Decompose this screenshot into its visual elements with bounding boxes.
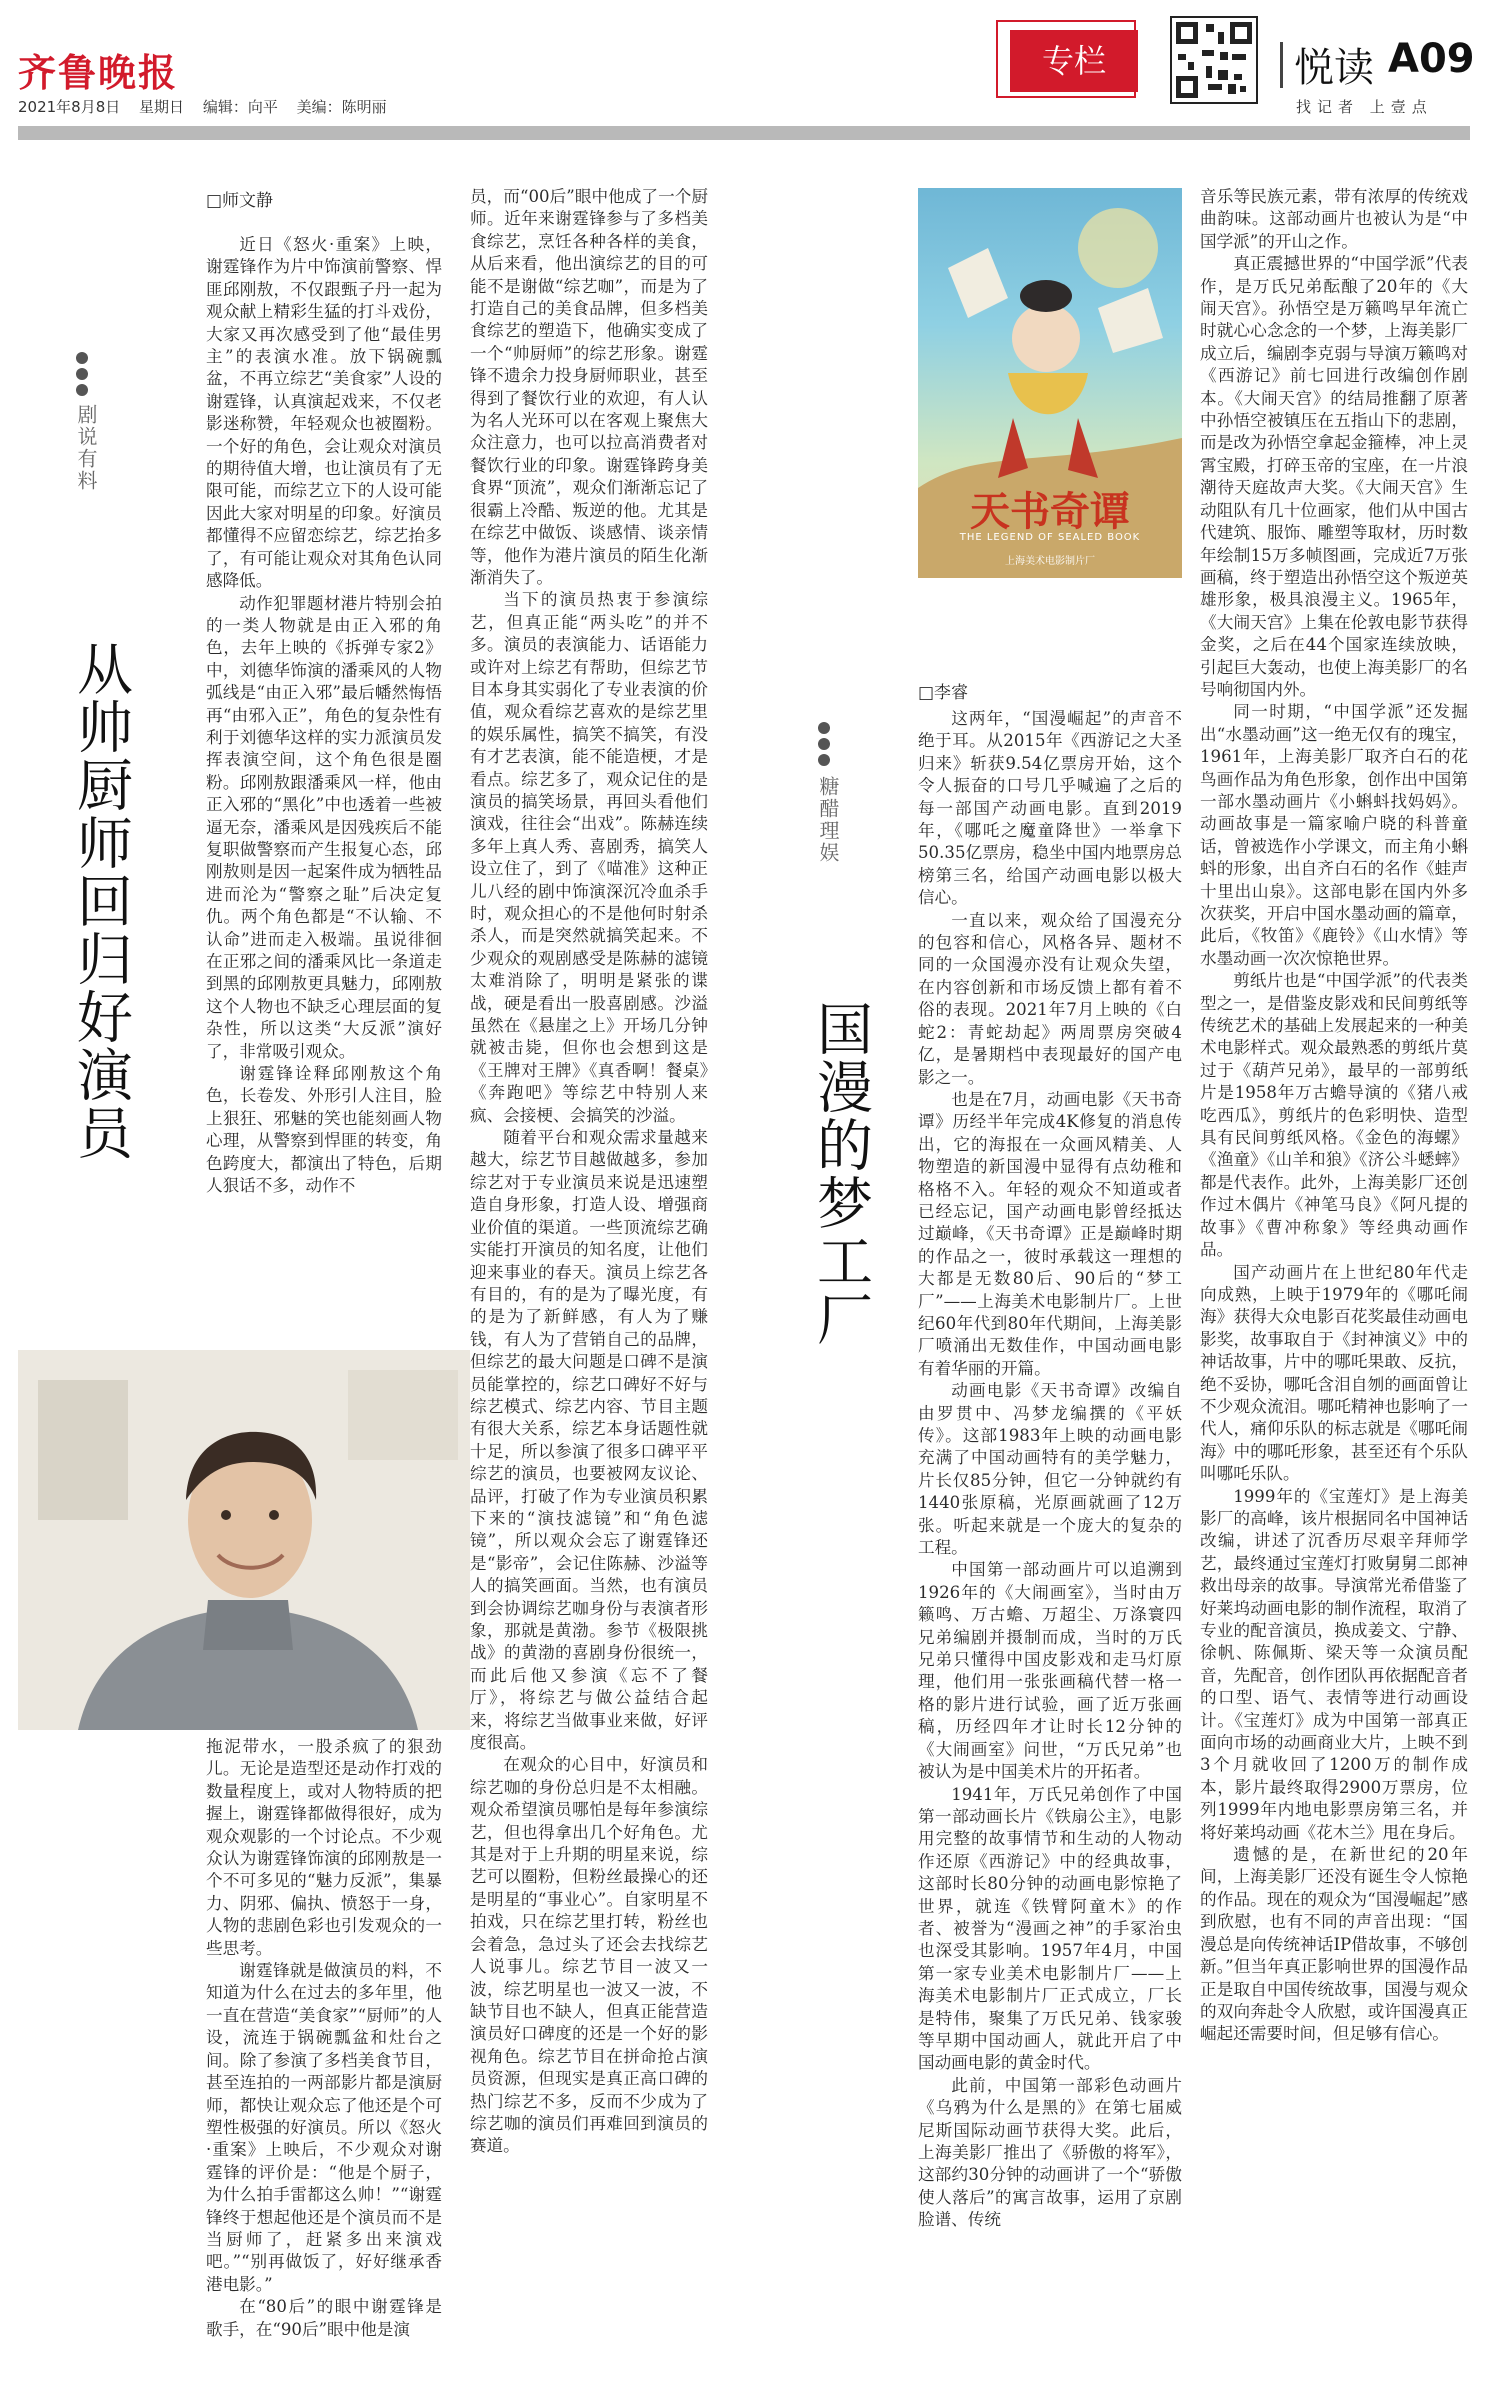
portrait-illustration (18, 1350, 470, 1730)
column-dots-icon (76, 352, 90, 400)
paragraph: 1941年，万氏兄弟创作了中国第一部动画长片《铁扇公主》，电影用完整的故事情节和生动的人物动作还原《西游记》中的经典故事，这部时长80分钟的动画电影惊艳了世界，就连《铁臂阿童木》的作者、被誉为“漫画之神”的手冢治虫也深受其影响。1957年4月，中国第一家专业美术电影制片厂——上海美术电影制片厂正式成立，厂长是特伟，聚集了万氏兄弟、钱家骏等早期中国动画人，就此开启了中国动画电影的黄金时代。 (918, 1784, 1182, 2073)
paragraph: 国产动画片在上世纪80年代走向成熟，上映于1979年的《哪吒闹海》获得大众电影百花奖最佳动画电影奖，故事取自于《封神演义》中的神话故事，片中的哪吒果敢、反抗，绝不妥协，哪吒含泪自刎的画面曾让不少观众流泪。哪吒精神也影响了一代人，痛仰乐队的标志就是《哪吒闹海》中的哪吒形象，甚至还有个乐队叫哪吒乐队。 (1200, 1262, 1468, 1484)
page-number: A09 (1388, 36, 1475, 82)
paragraph: 音乐等民族元素，带有浓厚的传统戏曲韵味。这部动画片也被认为是“中国学派”的开山之作。 (1200, 187, 1468, 251)
slogan: 找记者 上壹点 (1296, 98, 1433, 116)
article-column-1-bottom (206, 1736, 442, 2386)
paragraph: 动画电影《天书奇谭》改编自由罗贯中、冯梦龙编撰的《平妖传》。这部1983年上映的动画电影充满了中国动画特有的美学魅力，片长仅85分钟，但它一分钟就约有1440张原稿，光原画就画了12万张。听起来就是一个庞大的复杂的工程。 (918, 1381, 1182, 1558)
date-line (18, 96, 401, 117)
paragraph: 遗憾的是，在新世纪的20年间，上海美影厂还没有诞生令人惊艳的作品。现在的观众为“国漫崛起”感到欣慰，也有不同的声音出现：“国漫总是向传统神话IP借故事，不够创新。”但当年真正影响世界的国漫作品正是取自中国传统故事，国漫与观众的双向奔赴令人欣慰，或许国漫真正崛起还需要时间，但足够有信心。 (1200, 1845, 1468, 2044)
paragraph: 剪纸片也是“中国学派”的代表类型之一，是借鉴皮影戏和民间剪纸等传统艺术的基础上发展起来的一种美术电影样式。观众最熟悉的剪纸片莫过于《葫芦兄弟》，最早的一部剪纸片是1958年万古蟾导演的《猪八戒吃西瓜》，剪纸片的色彩明快、造型具有民间剪纸风格。《金色的海螺》《渔童》《山羊和狼》《济公斗蟋蟀》都是代表作。此外，上海美影厂还创作过木偶片《神笔马良》《阿凡提的故事》《曹冲称象》等经典动画作品。 (1200, 971, 1468, 1260)
paragraph: 动作犯罪题材港片特别会拍的一类人物就是由正入邪的角色，去年上映的《拆弹专家2》中，刘德华饰演的潘乘风的人物弧线是“由正入邪”最后幡然悔悟再“由邪入正”，角色的复杂性有利于刘德华这样的实力派演员发挥表演空间，这个角色很是圈粉。邱刚敖跟潘乘风一样，他由正入邪的“黑化”中也透着一些被逼无奈，潘乘风是因残疾后不能复职做警察而产生报复心态，邱刚敖则是因一起案件成为牺牲品进而沦为“警察之耻”后决定复仇。两个角色都是“不认输、不认命”进而走入极端。虽说徘徊在正邪之间的潘乘风比一条道走到黑的邱刚敖更具魅力，邱刚敖这个人物也不缺乏心理层面的复杂性，所以这类“大反派”演好了，非常吸引观众。 (206, 593, 442, 1061)
column-dots-icon (818, 722, 832, 770)
article-column-1 (206, 234, 442, 1324)
masthead-divider (1280, 42, 1283, 88)
article-column-4 (1200, 186, 1468, 2386)
poster-studio: 上海美术电影制片厂 (1005, 556, 1095, 567)
paragraph: 员，而“00后”眼中他成了一个厨师。近年来谢霆锋参与了多档美食综艺，烹饪各种各样的美食，从后来看，他出演综艺的目的可能不是谢做“综艺咖”，而是为了打造自己的美食品牌，但多档美食综艺的塑造下，他确实变成了一个“帅厨师”的综艺形象。谢霆锋不遗余力投身厨师职业，甚至得到了餐饮行业的欢迎，有人认为名人光环可以在客观上聚焦大众注意力，也可以拉高消费者对餐饮行业的印象。谢霆锋跨身美食界“顶流”，观众们渐渐忘记了很霸上冷酷、叛逆的他。尤其是在综艺中做饭、谈感情、谈亲情等，他作为港片演员的陌生化渐渐消失了。 (470, 187, 708, 587)
paragraph: 同一时期，“中国学派”还发掘出“水墨动画”这一绝无仅有的瑰宝，1961年，上海美影厂取齐白石的花鸟画作品为角色形象，创作出中国第一部水墨动画片《小蝌蚪找妈妈》。动画故事是一篇家喻户晓的科普童话，曾被选作小学课文，而主角小蝌蚪的形象，出自齐白石的名作《蛙声十里出山泉》。这部电影在国内外多次获奖，开启中国水墨动画的篇章，此后，《牧笛》《鹿铃》《山水情》等水墨动画一次次惊艳世界。 (1200, 702, 1468, 968)
article-column-2 (470, 186, 708, 2386)
paragraph: 谢霆锋就是做演员的料，不知道为什么在过去的多年里，他一直在营造“美食家”“厨师”的人设，流连于锅碗瓢盆和灶台之间。除了参演了多档美食节目，甚至连拍的一两部影片都是演厨师，都快让观众忘了他还是个可塑性极强的好演员。所以《怒火·重案》上映后，不少观众对谢霆锋的评价是：“他是个厨子，为什么拍手雷都这么帅！”“谢霆锋终于想起他还是个演员而不是当厨师了，赶紧多出来演戏吧。”“别再做饭了，好好继承香港电影。” (206, 1961, 442, 2294)
paragraph: 中国第一部动画片可以追溯到1926年的《大闹画室》，当时由万籁鸣、万古蟾、万超尘、万涤寰四兄弟编剧并摄制而成，当时的万氏兄弟只懂得中国皮影戏和走马灯原理，他们用一张张画稿代替一格一格的影片进行试验，画了近万张画稿，历经四年才让时长12分钟的《大闹画室》问世，“万氏兄弟”也被认为是中国美术片的开拓者。 (918, 1560, 1182, 1782)
column-label-right: 糖醋理娱 (816, 776, 840, 864)
byline: □师文静 (206, 191, 274, 211)
paragraph: 在观众的心目中，好演员和综艺咖的身份总归是不太相融。观众希望演员哪怕是每年参演综艺，但也得拿出几个好角色。尤其是对于上升期的明星来说，综艺可以圈粉，但粉丝最操心的还是明星的“事业心”。自家明星不拍戏，只在综艺里打转，粉丝也会着急，急过头了还会去找综艺人说事儿。综艺节目一波又一波，综艺明星也一波又一波，不缺节目也不缺人，但真正能营造演员好口碑度的还是一个好的影视角色。综艺节目在拼命抢占演员资源，但现实是真正高口碑的热门综艺不多，反而不少成为了综艺咖的演员们再难回到演员的赛道。 (470, 1755, 708, 2156)
headline-right: 国漫的梦工厂 (808, 1000, 873, 1348)
paragraph: 当下的演员热衷于参演综艺，但真正能“两头吃”的并不多。演员的表演能力、话语能力或许对上综艺有帮助，但综艺节目本身其实弱化了专业表演的价值，观众看综艺喜欢的是综艺里的娱乐属性，搞笑不搞笑，有没有才艺表演，能不能造梗，才是看点。综艺多了，观众记住的是演员的搞笑场景，再回头看他们演戏，往往会“出戏”。陈赫连续多年上真人秀、喜剧秀，搞笑人设立住了，到了《喵准》这种正儿八经的剧中饰演深沉冷血杀手时，观众担心的不是他何时射杀杀人，而是突然就搞笑起来。不少观众的观剧感受是陈赫的滤镜太难消除了，明明是紧张的谍战，硬是看出一股喜剧感。沙溢虽然在《悬崖之上》开场几分钟就被击毙，但你也会想到这是《王牌对王牌》《真香啊！餐桌》《奔跑吧》等综艺中特别人来疯、会接梗、会搞笑的沙溢。 (470, 590, 708, 1125)
paragraph: 拖泥带水，一股杀疯了的狠劲儿。无论是造型还是动作打戏的数量程度上，或对人物特质的把握上，谢霆锋都做得很好，成为观众观影的一个讨论点。不少观众认为谢霆锋饰演的邱刚敖是一个不可多见的“魅力反派”，集暴力、阴邪、偏执、愤怒于一身，人物的悲剧色彩也引发观众的一些思考。 (206, 1737, 442, 1958)
section-tag: 专栏 (1010, 30, 1138, 92)
headline: 从帅厨师回归好演员 (68, 640, 133, 1162)
paragraph: 真正震撼世界的“中国学派”代表作，是万氏兄弟酝酿了20年的《大闹天宫》。孙悟空是万籁鸣早年流亡时就心心念念的一个梦，上海美影厂成立后，编剧李克弱与导演万籁鸣对《西游记》前七回进行改编创作剧本。《大闹天宫》的结局推翻了原著中孙悟空被镇压在五指山下的悲剧，而是改为孙悟空拿起金箍棒，冲上灵霄宝殿，打碎玉帝的宝座，在一片浪潮待天庭故声大奖。《大闹天宫》生动阻队有几十位画家，他们从中国古代建筑、服饰、雕塑等取材，历时数年绘制15万多帧图画，完成近7万张画稿，终于塑造出孙悟空这个叛逆英雄形象，极具浪漫主义。1965年，《大闹天宫》上集在伦敦电影节获得金奖，之后在44个国家连续放映，引起巨大轰动，也使上海美影厂的名号响彻国内外。 (1200, 254, 1468, 699)
paragraph: 近日《怒火·重案》上映，谢霆锋作为片中饰演前警察、悍匪邱刚敖，不仅跟甄子丹一起为观众献上精彩生猛的打斗戏份，大家又再次感受到了他“最佳男主”的表演水准。放下锅碗瓢盆，不再立综艺“美食家”人设的谢霆锋，认真演起戏来，不仅老影迷称赞，年轻观众也被圈粉。一个好的角色，会让观众对演员的期待值大增，也让演员有了无限可能，而综艺立下的人设可能因此大家对明星的印象。好演员都懂得不应留恋综艺，综艺抬多了，有可能让观众对其角色认同感降低。 (206, 235, 442, 591)
paragraph: 此前，中国第一部彩色动画片《乌鸦为什么是黑的》在第七届威尼斯国际动画节获得大奖。此后，上海美影厂推出了《骄傲的将军》，这部约30分钟的动画讲了一个“骄傲使人落后”的寓言故事，运用了京剧脸谱、传统 (918, 2075, 1182, 2230)
paragraph: 一直以来，观众给了国漫充分的包容和信心，风格各异、题材不同的一众国漫亦没有让观众失望，在内容创新和市场反馈上都有着不俗的表现。2021年7月上映的《白蛇2：青蛇劫起》两周票房突破4亿，是暑期档中表现最好的国产电影之一。 (918, 910, 1182, 1087)
qr-code-icon[interactable] (1170, 16, 1258, 104)
paragraph: 谢霆锋诠释邱刚敖这个角色，长卷发、外形引人注目，脸上狠狂、邪魅的笑也能刻画人物心理，从警察到悍匪的转变，角色跨度大，都演出了特色，后期人狠话不多，动作不 (206, 1064, 442, 1196)
movie-poster (918, 188, 1182, 578)
channel-name: 悦读 (1294, 45, 1374, 91)
poster-subtitle: THE LEGEND OF SEALED BOOK (959, 532, 1141, 543)
designer-credit: 美编：陈明丽 (296, 98, 387, 116)
paragraph: 也是在7月，动画电影《天书奇谭》历经半年完成4K修复的消息传出，它的海报在一众画风精美、人物塑造的新国漫中显得有点幼稚和格格不入。年轻的观众不知道或者已经忘记，国产动画电影曾经抵达过巅峰，《天书奇谭》正是巅峰时期的作品之一，彼时承载这一理想的大都是无数80后、90后的“梦工厂”——上海美术电影制片厂。上世纪60年代到80年代期间，上海美影厂喷涌出无数佳作，中国动画电影有着华丽的开篇。 (918, 1089, 1182, 1378)
byline-right: □李睿 (918, 683, 969, 703)
poster-title: 天书奇谭 (970, 488, 1130, 535)
newspaper-logo: 齐鲁晚报 (18, 50, 179, 95)
actor-photo (18, 1350, 470, 1730)
paragraph: 这两年，“国漫崛起”的声音不绝于耳。从2015年《西游记之大圣归来》斩获9.54亿票房开始，这个令人振奋的口号几乎喊遍了之后的每一部国产动画电影。直到2019年，《哪吒之魔童降世》一举拿下50.35亿票房，稳坐中国内地票房总榜第三名，给国产动画电影以极大信心。 (918, 709, 1182, 908)
paragraph: 随着平台和观众需求量越来越大，综艺节目越做越多，参加综艺对于专业演员来说是迅速塑造自身形象，打造人设、增强商业价值的渠道。一些顶流综艺确实能打开演员的知名度，让他们迎来事业的春天。演员上综艺各有目的，有的是为了曝光度，有的是为了新鲜感，有人为了赚钱，有人为了营销自己的品牌，但综艺的最大问题是口碑不是演员能掌控的，综艺口碑好不好与综艺模式、综艺内容、节目主题有很大关系，综艺本身话题性就十足，所以参演了很多口碑平平综艺的演员，也要被网友议论、品评，打破了作为专业演员积累下来的“演技滤镜”和“角色滤镜”，所以观众会忘了谢霆锋还是“影帝”，会记住陈赫、沙溢等人的搞笑画面。当然，也有演员到会协调综艺咖身份与表演者形象，那就是黄渤。参节《极限挑战》的黄渤的喜剧身份很统一，而此后他又参演《忘不了餐厅》，将综艺与做公益结合起来，将综艺当做事业来做，好评度很高。 (470, 1128, 708, 1753)
header-rule (18, 126, 1470, 140)
paragraph: 在“80后”的眼中谢霆锋是歌手，在“90后”眼中他是演 (206, 2297, 442, 2339)
column-label: 剧说有料 (74, 404, 98, 492)
paragraph: 1999年的《宝莲灯》是上海美影厂的高峰，该片根据同名中国神话改编，讲述了沉香历尽艰辛拜师学艺，最终通过宝莲灯打败舅舅二郎神救出母亲的故事。导演常光希借鉴了好莱坞动画电影的制作流程，取消了专业的配音演员，换成姜文、宁静、徐帆、陈佩斯、梁天等一众演员配音，先配音，创作团队再依据配音者的口型、语气、表情等进行动画设计。《宝莲灯》成为中国第一部真正面向市场的动画商业大片，上映不到3个月就收回了1200万的制作成本，影片最终取得2900万票房，位列1999年内地电影票房第三名，并将好莱坞动画《花木兰》甩在身后。 (1200, 1486, 1468, 1842)
issue-date: 2021年8月8日 (18, 98, 121, 116)
editor-credit: 编辑：向平 (202, 98, 278, 116)
issue-weekday: 星期日 (139, 98, 185, 116)
article-column-3 (918, 708, 1182, 2388)
